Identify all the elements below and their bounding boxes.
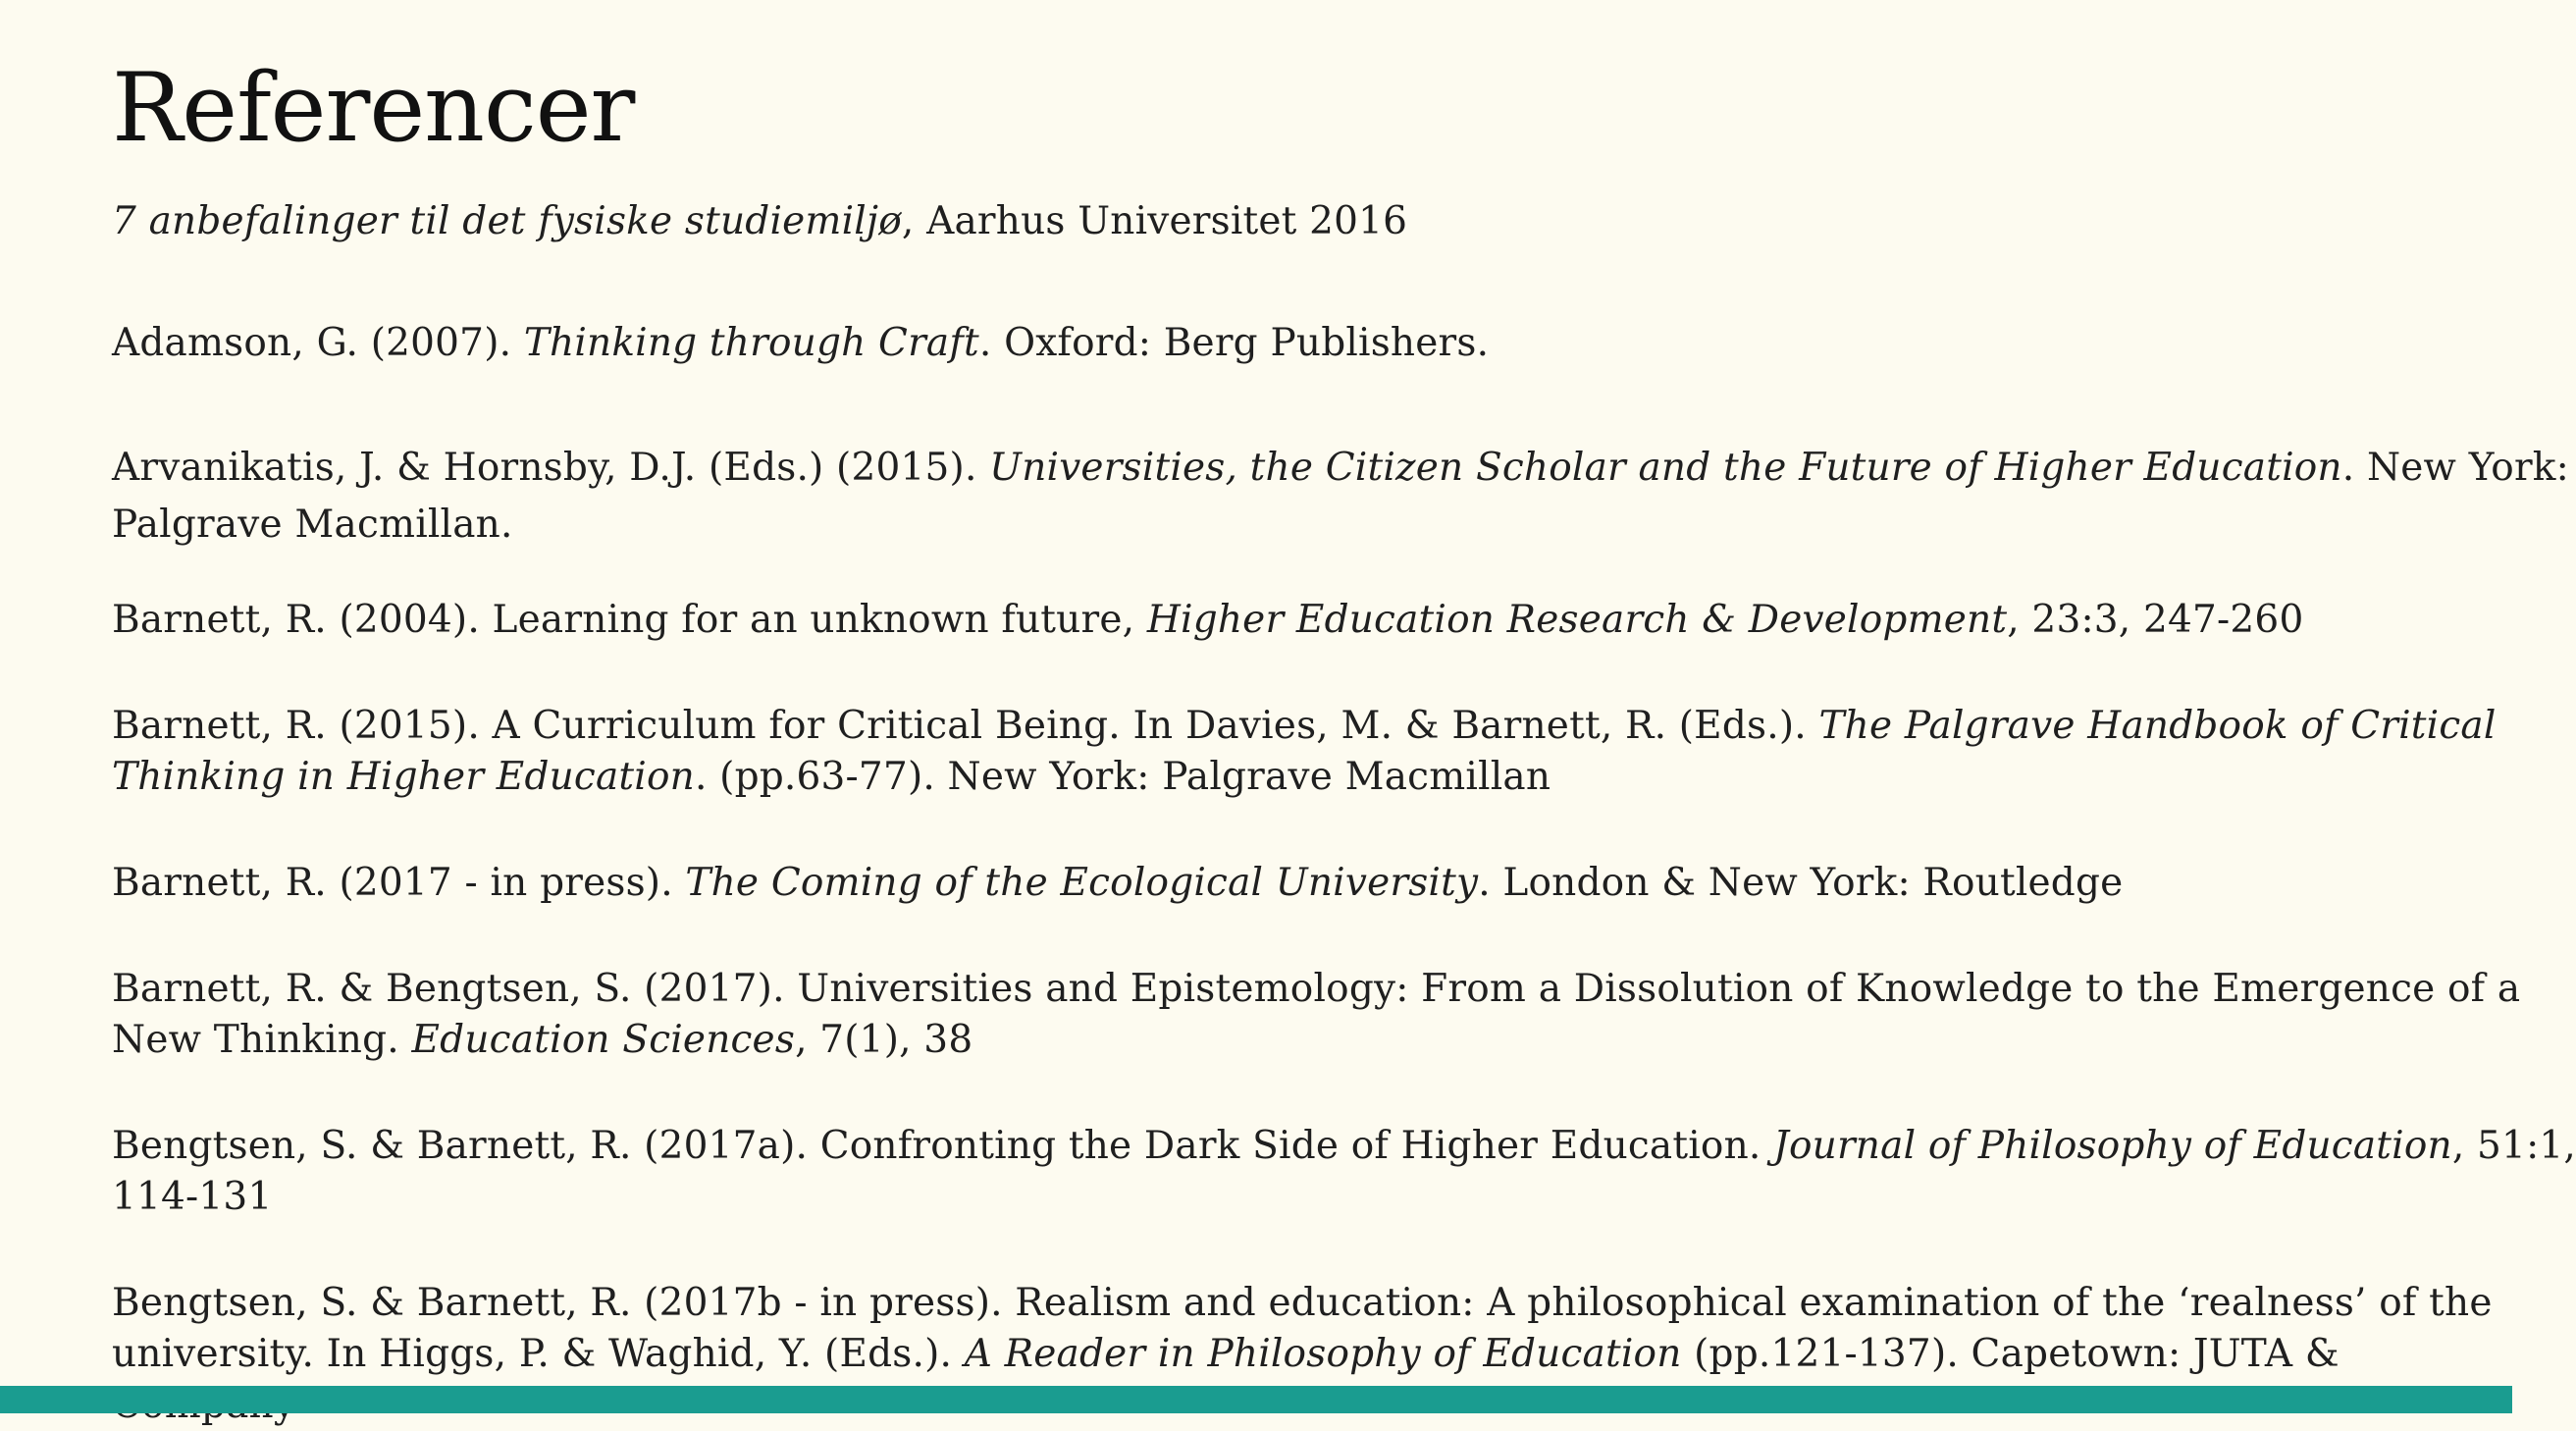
reference-line [112, 964, 2521, 1015]
reference-line [112, 1278, 2493, 1329]
reference-text: university. In Higgs, P. & Waghid, Y. (Eds.). [112, 1332, 965, 1376]
reference-line [112, 318, 2447, 369]
reference-item [112, 440, 2569, 554]
reference-item [112, 318, 2447, 369]
footer-accent-bar [0, 1386, 2512, 1413]
reference-item [112, 964, 2521, 1066]
reference-text: , 23:3, 247-260 [2007, 598, 2304, 642]
reference-text: (pp.121-137). Capetown: JUTA & [1681, 1332, 2339, 1376]
reference-line [112, 858, 2447, 909]
reference-item [112, 1121, 2576, 1223]
reference-italic-title: The Palgrave Handbook of Critical [1818, 704, 2497, 748]
reference-item [112, 196, 2447, 247]
reference-text: Bengtsen, S. & Barnett, R. (2017b - in press). Realism and education: A philosophical examination of the ‘realness’ of the [112, 1281, 2493, 1325]
reference-line [112, 440, 2569, 497]
reference-italic-title: Education Sciences [411, 1018, 796, 1062]
reference-line [112, 1172, 2447, 1223]
reference-italic-title: Higher Education Research & Development [1146, 598, 2008, 642]
reference-italic-title: Journal of Philosophy of Education [1773, 1124, 2452, 1168]
reference-item [112, 701, 2497, 803]
reference-line [112, 752, 2447, 803]
reference-text: . New York: [2341, 446, 2569, 490]
reference-line [112, 1329, 2447, 1380]
reference-text: 114-131 [112, 1175, 273, 1219]
reference-text: , 51:1, [2451, 1124, 2576, 1168]
reference-item [112, 858, 2447, 909]
reference-italic-title: Thinking through Craft [523, 321, 979, 365]
reference-text: New Thinking. [112, 1018, 412, 1062]
reference-text: Barnett, R. (2015). A Curriculum for Critical Being. In Davies, M. & Barnett, R. (Eds.). [112, 704, 1819, 748]
reference-text: , Aarhus Universitet 2016 [901, 199, 1408, 243]
reference-text: Barnett, R. & Bengtsen, S. (2017). Universities and Epistemology: From a Dissolution of Knowledge to the Emergence of a [112, 967, 2521, 1011]
reference-text: . (pp.63-77). New York: Palgrave Macmillan [694, 755, 1551, 799]
reference-text: Bengtsen, S. & Barnett, R. (2017a). Confronting the Dark Side of Higher Education. [112, 1124, 1774, 1168]
reference-line [112, 701, 2497, 752]
reference-italic-title: Universities, the Citizen Scholar and the Future of Higher Education [989, 446, 2342, 490]
reference-line [112, 595, 2447, 646]
reference-text: Palgrave Macmillan. [112, 503, 513, 547]
reference-line [112, 497, 2447, 554]
reference-line [112, 1121, 2576, 1172]
reference-item [112, 595, 2447, 646]
reference-italic-title: 7 anbefalinger til det fysiske studiemiljø [112, 199, 902, 243]
page-title: Referencer [112, 53, 635, 163]
reference-italic-title: Thinking in Higher Education [112, 755, 695, 799]
reference-text: . London & New York: Routledge [1478, 861, 2124, 905]
reference-text: Adamson, G. (2007). [112, 321, 524, 365]
reference-line [112, 196, 2447, 247]
reference-text: Arvanikatis, J. & Hornsby, D.J. (Eds.) (2015). [112, 446, 990, 490]
reference-text: Barnett, R. (2017 - in press). [112, 861, 686, 905]
reference-text: Barnett, R. (2004). Learning for an unknown future, [112, 598, 1147, 642]
reference-text: , 7(1), 38 [795, 1018, 973, 1062]
reference-line [112, 1015, 2447, 1066]
reference-italic-title: The Coming of the Ecological University [685, 861, 1479, 905]
reference-italic-title: A Reader in Philosophy of Education [964, 1332, 1682, 1376]
reference-text: . Oxford: Berg Publishers. [978, 321, 1490, 365]
